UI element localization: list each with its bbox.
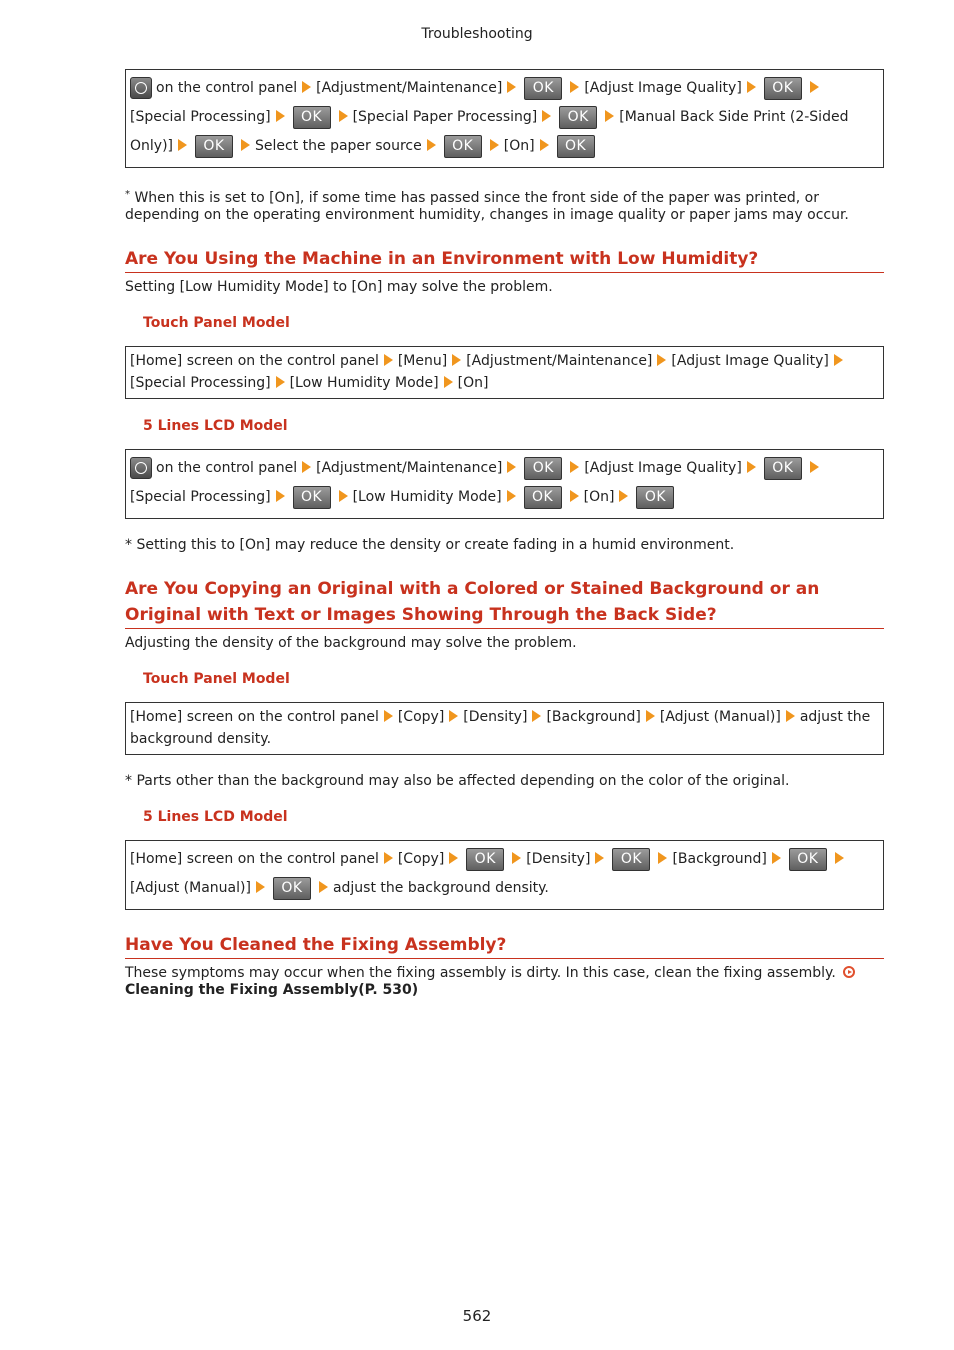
arrow-icon bbox=[835, 852, 844, 864]
arrow-icon bbox=[747, 461, 756, 473]
section-intro: Adjusting the density of the background may solve the problem. bbox=[125, 635, 577, 651]
step-text: [On] bbox=[503, 138, 535, 154]
ok-key-icon: OK bbox=[524, 77, 562, 100]
step-text: [Special Paper Processing] bbox=[352, 109, 538, 125]
arrow-icon bbox=[512, 852, 521, 864]
step-text: [Home] screen on the control panel bbox=[130, 851, 379, 867]
arrow-icon bbox=[339, 490, 348, 502]
step-text: [Special Processing] bbox=[130, 109, 271, 125]
arrow-icon bbox=[747, 81, 756, 93]
step-text: [Copy] bbox=[397, 851, 445, 867]
arrow-icon bbox=[507, 461, 516, 473]
step-text: [Low Humidity Mode] bbox=[352, 489, 502, 505]
step-text: [Background] bbox=[546, 709, 641, 725]
ok-key-icon: OK bbox=[293, 486, 331, 509]
arrow-icon bbox=[339, 110, 348, 122]
arrow-icon bbox=[658, 852, 667, 864]
step-text: on the control panel bbox=[156, 460, 298, 476]
arrow-icon bbox=[540, 139, 549, 151]
arrow-icon bbox=[276, 490, 285, 502]
arrow-icon bbox=[507, 490, 516, 502]
ok-key-icon: OK bbox=[466, 848, 504, 871]
ok-key-icon: OK bbox=[789, 848, 827, 871]
arrow-icon bbox=[452, 354, 461, 366]
step-text: [Adjustment/Maintenance] bbox=[466, 353, 653, 369]
step-text: [Adjustment/Maintenance] bbox=[316, 80, 503, 96]
procedure-box-lcd-low-humidity bbox=[125, 449, 884, 519]
step-text: [Background] bbox=[672, 851, 767, 867]
footnote-text: When this is set to [On], if some time has passed since the front side of the paper was printed, or depending on the operating environment humidity, changes in image quality or paper jams may occur. bbox=[125, 190, 849, 223]
step-text: [Low Humidity Mode] bbox=[289, 375, 439, 391]
arrow-icon bbox=[570, 461, 579, 473]
arrow-icon bbox=[646, 710, 655, 722]
arrow-icon bbox=[532, 710, 541, 722]
step-text: [Home] screen on the control panel bbox=[130, 353, 379, 369]
arrow-icon bbox=[595, 852, 604, 864]
step-text: [Special Processing] bbox=[130, 489, 271, 505]
step-text: [Density] bbox=[526, 851, 591, 867]
cleaning-fixing-assembly-link[interactable]: Cleaning the Fixing Assembly(P. 530) bbox=[125, 982, 419, 998]
footnote bbox=[125, 186, 884, 224]
step-text: [Menu] bbox=[397, 353, 448, 369]
step-text: [Adjust Image Quality] bbox=[671, 353, 829, 369]
step-text: [Adjust Image Quality] bbox=[584, 460, 742, 476]
arrow-icon bbox=[276, 110, 285, 122]
section-heading-background: Are You Copying an Original with a Colored or Stained Background or an Original with Text or Images Showing Through the Back Side? bbox=[125, 576, 884, 629]
arrow-icon bbox=[384, 710, 393, 722]
page-header: Troubleshooting bbox=[421, 26, 533, 42]
page-number: 562 bbox=[462, 1307, 492, 1325]
arrow-icon bbox=[302, 461, 311, 473]
link-arrow-icon[interactable] bbox=[843, 966, 855, 978]
menu-key-icon bbox=[130, 77, 152, 99]
arrow-icon bbox=[570, 81, 579, 93]
section-text bbox=[125, 965, 884, 999]
ok-key-icon: OK bbox=[524, 486, 562, 509]
step-text: adjust the background density. bbox=[130, 709, 871, 747]
section-note: * Parts other than the background may also be affected depending on the color of the original. bbox=[125, 773, 790, 789]
step-text: [Special Processing] bbox=[130, 375, 271, 391]
step-text: adjust the background density. bbox=[332, 880, 549, 896]
arrow-icon bbox=[507, 81, 516, 93]
arrow-icon bbox=[449, 710, 458, 722]
ok-key-icon: OK bbox=[612, 848, 650, 871]
step-text: [Adjust (Manual)] bbox=[659, 709, 781, 725]
body-text: These symptoms may occur when the fixing assembly is dirty. In this case, clean the fixing assembly. bbox=[125, 965, 836, 981]
step-text: [Manual Back Side Print (2-Sided Only)] bbox=[130, 109, 849, 154]
step-text: [Adjust Image Quality] bbox=[584, 80, 742, 96]
ok-key-icon: OK bbox=[764, 77, 802, 100]
ok-key-icon: OK bbox=[444, 135, 482, 158]
ok-key-icon: OK bbox=[293, 106, 331, 129]
section-intro: Setting [Low Humidity Mode] to [On] may solve the problem. bbox=[125, 279, 553, 295]
arrow-icon bbox=[319, 881, 328, 893]
step-text: [Adjustment/Maintenance] bbox=[316, 460, 503, 476]
subheading-touch-panel: Touch Panel Model bbox=[143, 671, 290, 687]
ok-key-icon: OK bbox=[524, 457, 562, 480]
arrow-icon bbox=[570, 490, 579, 502]
arrow-icon bbox=[810, 461, 819, 473]
arrow-icon bbox=[241, 139, 250, 151]
arrow-icon bbox=[427, 139, 436, 151]
arrow-icon bbox=[178, 139, 187, 151]
ok-key-icon: OK bbox=[559, 106, 597, 129]
arrow-icon bbox=[542, 110, 551, 122]
arrow-icon bbox=[605, 110, 614, 122]
arrow-icon bbox=[490, 139, 499, 151]
main-content bbox=[125, 69, 884, 999]
subheading-lcd: 5 Lines LCD Model bbox=[143, 418, 288, 434]
menu-key-icon bbox=[130, 457, 152, 479]
arrow-icon bbox=[276, 376, 285, 388]
ok-key-icon: OK bbox=[195, 135, 233, 158]
arrow-icon bbox=[384, 354, 393, 366]
procedure-box-lcd-background bbox=[125, 840, 884, 910]
section-heading-fixing-assembly: Have You Cleaned the Fixing Assembly? bbox=[125, 932, 884, 959]
step-text: [Copy] bbox=[397, 709, 445, 725]
step-text: on the control panel bbox=[156, 80, 298, 96]
arrow-icon bbox=[772, 852, 781, 864]
arrow-icon bbox=[657, 354, 666, 366]
subheading-lcd: 5 Lines LCD Model bbox=[143, 809, 288, 825]
arrow-icon bbox=[786, 710, 795, 722]
arrow-icon bbox=[619, 490, 628, 502]
arrow-icon bbox=[256, 881, 265, 893]
procedure-box-touch-low-humidity bbox=[125, 346, 884, 399]
step-text: [Density] bbox=[463, 709, 528, 725]
ok-key-icon: OK bbox=[636, 486, 674, 509]
step-text: [Adjust (Manual)] bbox=[130, 880, 251, 896]
subheading-touch-panel: Touch Panel Model bbox=[143, 315, 290, 331]
step-text: Select the paper source bbox=[255, 138, 422, 154]
arrow-icon bbox=[384, 852, 393, 864]
arrow-icon bbox=[810, 81, 819, 93]
procedure-box-touch-background bbox=[125, 702, 884, 755]
ok-key-icon: OK bbox=[764, 457, 802, 480]
step-text: [Home] screen on the control panel bbox=[130, 709, 379, 725]
step-text: [On] bbox=[457, 375, 489, 391]
ok-key-icon: OK bbox=[273, 877, 311, 900]
procedure-box-special-paper bbox=[125, 69, 884, 168]
section-heading-low-humidity: Are You Using the Machine in an Environment with Low Humidity? bbox=[125, 246, 884, 273]
arrow-icon bbox=[444, 376, 453, 388]
arrow-icon bbox=[834, 354, 843, 366]
arrow-icon bbox=[302, 81, 311, 93]
section-note: * Setting this to [On] may reduce the density or create fading in a humid environment. bbox=[125, 537, 735, 553]
footnote-mark: * bbox=[125, 189, 130, 200]
ok-key-icon: OK bbox=[557, 135, 595, 158]
step-text: [On] bbox=[583, 489, 615, 505]
arrow-icon bbox=[449, 852, 458, 864]
